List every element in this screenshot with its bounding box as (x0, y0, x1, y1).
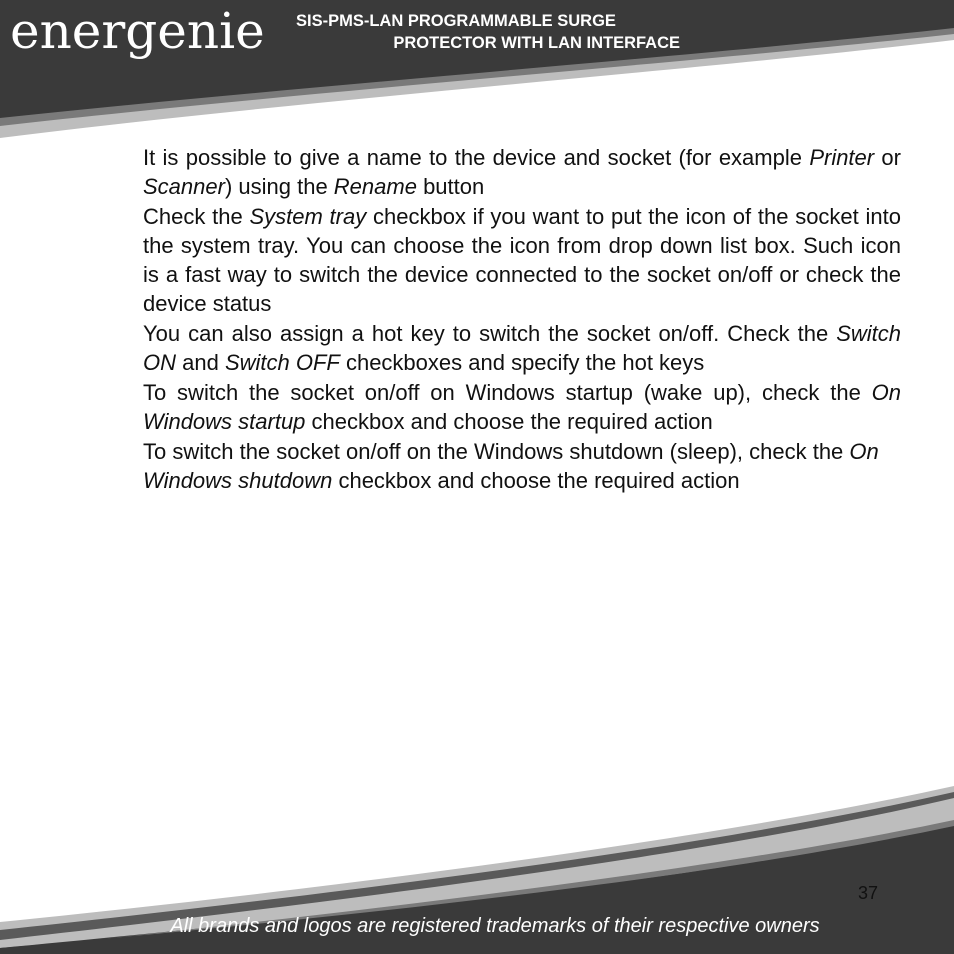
text: It is possible to give a name to the device and socket (for example (143, 145, 810, 170)
emphasis: Rename (333, 174, 417, 199)
emphasis: Printer (809, 145, 875, 170)
emphasis: On Windows startup (143, 380, 901, 434)
page-number: 37 (858, 883, 879, 903)
text: Check the (143, 204, 250, 229)
paragraph-startup (143, 378, 901, 436)
body-text (143, 143, 901, 496)
paragraph-hot-key (143, 319, 901, 377)
paragraph-shutdown (143, 437, 901, 495)
text: checkbox and choose the required action (305, 409, 713, 434)
emphasis: Scanner (143, 174, 225, 199)
emphasis: On Windows shutdown (143, 439, 879, 493)
title-line-1: SIS-PMS-LAN PROGRAMMABLE SURGE (296, 12, 616, 30)
document-title (296, 10, 680, 54)
paragraph-system-tray (143, 202, 901, 318)
paragraph-rename (143, 143, 901, 201)
text: To switch the socket on/off on the Windows shutdown (sleep), check the (143, 439, 850, 464)
text: checkboxes and specify the hot keys (339, 350, 705, 375)
emphasis: System tray (249, 204, 367, 229)
trademark-note: All brands and logos are registered trademarks of their respective owners (170, 915, 820, 937)
energenie-logo: energenie (10, 2, 265, 60)
emphasis: Switch OFF (224, 350, 340, 375)
text: You can also assign a hot key to switch the socket on/off. Check the (143, 321, 837, 346)
text: button (416, 174, 485, 199)
emphasis: Switch ON (143, 321, 901, 375)
text: checkbox if you want to put the icon of the socket into the system tray. You can choose the icon from drop down list box. Such icon is a fast way to switch the device connected to the socket on/off or check the device status (143, 204, 901, 316)
text: ) using the (224, 174, 334, 199)
text: or (874, 145, 901, 170)
text: and (176, 350, 225, 375)
text: checkbox and choose the required action (332, 468, 740, 493)
text: To switch the socket on/off on Windows startup (wake up), check the (143, 380, 872, 405)
title-line-2: PROTECTOR WITH LAN INTERFACE (393, 34, 680, 52)
